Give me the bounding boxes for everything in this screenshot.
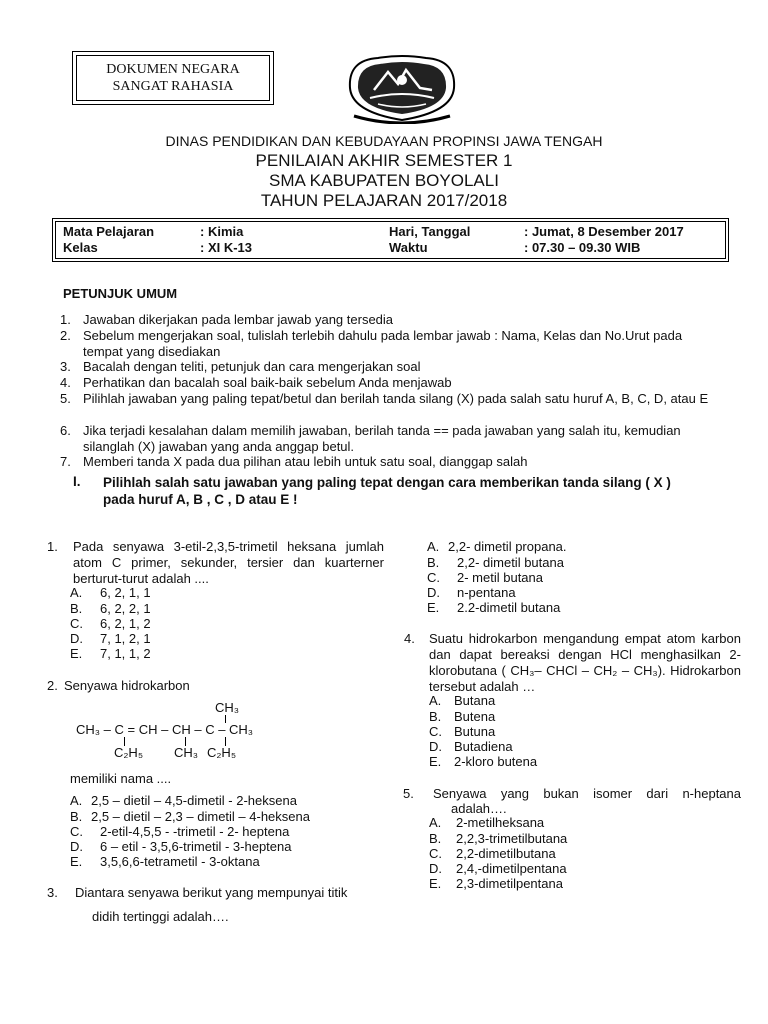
option-text: 7, 1, 2, 1 [100, 631, 151, 646]
option-text: 2,2- dimetil butana [457, 555, 564, 570]
option-letter: D. [429, 739, 442, 754]
option-text: Butena [454, 709, 496, 724]
option-text: 2-etil-4,5,5 - -trimetil - 2- heptena [100, 824, 290, 839]
exam-title [0, 151, 768, 211]
list-item-number: 2. [60, 328, 71, 343]
date-label: Hari, Tanggal [389, 224, 471, 239]
option-b[interactable] [429, 709, 496, 725]
question-2-stem-end: memiliki nama .... [70, 771, 172, 786]
time-value: : 07.30 – 09.30 WIB [524, 240, 641, 255]
question-3-text-line-2: didih tertinggi adalah…. [92, 909, 229, 924]
subject-label: Mata Pelajaran [63, 224, 155, 239]
option-e[interactable] [429, 876, 563, 892]
list-item-text: Pilihlah jawaban yang paling tepat/betul dan berilah tanda silang (X) pada salah satu huruf A, B, C, D, atau E [83, 391, 709, 406]
exam-title-line-3: TAHUN PELAJARAN 2017/2018 [260, 191, 508, 210]
option-b[interactable] [70, 809, 310, 825]
option-letter: C. [70, 824, 83, 839]
option-letter: C. [429, 846, 442, 861]
list-item-number: 3. [60, 359, 71, 374]
list-item-number: 4. [60, 375, 71, 390]
option-letter: A. [70, 585, 83, 600]
list-item-number: 7. [60, 454, 71, 469]
option-a[interactable] [427, 539, 567, 555]
option-letter: E. [427, 600, 440, 615]
stamp-line-2: SANGAT RAHASIA [112, 79, 234, 94]
option-d[interactable] [429, 739, 513, 755]
exam-title-line-1: PENILAIAN AKHIR SEMESTER 1 [255, 151, 513, 170]
option-text: 6 – etil - 3,5,6-trimetil - 3-heptena [100, 839, 292, 854]
option-letter: E. [70, 646, 83, 661]
formula-substituent: C₂H₅ [114, 745, 144, 760]
class-value: : XI K-13 [200, 240, 253, 255]
question-2-text: Senyawa hidrokarbon [64, 678, 190, 693]
option-letter: E. [429, 754, 442, 769]
option-a[interactable] [70, 585, 151, 601]
option-letter: A. [429, 815, 442, 830]
option-text: 2,5 – dietil – 2,3 – dimetil – 4-heksena [91, 809, 310, 824]
option-b[interactable] [429, 831, 568, 847]
option-a[interactable] [70, 793, 297, 809]
question-5-text-line-2: adalah…. [451, 801, 507, 816]
stamp-line-1: DOKUMEN NEGARA [106, 62, 240, 77]
option-text: 2,2-dimetilbutana [456, 846, 556, 861]
option-d[interactable] [70, 631, 151, 647]
option-letter: A. [70, 793, 83, 808]
option-letter: B. [70, 809, 83, 824]
question-1-number: 1. [47, 539, 58, 554]
question-3-number: 3. [47, 885, 58, 900]
option-letter: C. [429, 724, 442, 739]
option-text: n-pentana [457, 585, 516, 600]
list-item-number: 5. [60, 391, 71, 406]
option-a[interactable] [429, 815, 545, 831]
option-text: 6, 2, 1, 2 [100, 616, 151, 631]
option-letter: D. [70, 631, 83, 646]
option-letter: B. [427, 555, 440, 570]
question-1-text: Pada senyawa 3-etil-2,3,5-trimetil heksana jumlah atom C primer, sekunder, tersier dan kuarterner berturut-turut adalah .... [73, 539, 384, 586]
list-item-number: 6. [60, 423, 71, 438]
list-item-number: 1. [60, 312, 71, 327]
question-3-text-line-1: Diantara senyawa berikut yang mempunyai titik [75, 885, 348, 900]
formula-main-chain: CH₃ – C = CH – CH – C – CH₃ [76, 722, 254, 737]
option-letter: C. [70, 616, 83, 631]
list-item-text: Jawaban dikerjakan pada lembar jawab yang tersedia [83, 312, 394, 327]
time-label: Waktu [389, 240, 428, 255]
option-c[interactable] [429, 846, 556, 862]
option-text: Butadiena [454, 739, 513, 754]
option-c[interactable] [429, 724, 496, 740]
class-label: Kelas [63, 240, 98, 255]
subject-value: : Kimia [200, 224, 244, 239]
list-item-text: Sebelum mengerjakan soal, tulislah terlebih dahulu pada lembar jawab : Nama, Kelas dan No.Urut pada tempat yang disediakan [83, 328, 683, 359]
option-e[interactable] [427, 600, 561, 616]
option-text: Butana [454, 693, 496, 708]
formula-substituent: CH₃ [174, 745, 199, 760]
option-text: 2,3-dimetilpentana [456, 876, 563, 891]
list-item-text: Memberi tanda X pada dua pilihan atau lebih untuk satu soal, dianggap salah [83, 454, 528, 469]
option-letter: D. [70, 839, 83, 854]
option-b[interactable] [427, 555, 564, 571]
option-text: 3,5,6,6-tetrametil - 3-oktana [100, 854, 260, 869]
option-text: 2-kloro butena [454, 754, 538, 769]
question-2-number: 2. [47, 678, 58, 693]
option-text: 6, 2, 2, 1 [100, 601, 151, 616]
option-c[interactable] [70, 616, 151, 632]
option-e[interactable] [70, 646, 151, 662]
option-text: 2- metil butana [457, 570, 543, 585]
instructions-heading: PETUNJUK UMUM [63, 286, 178, 301]
formula-top-group: CH₃ [215, 700, 240, 715]
option-text: 7, 1, 1, 2 [100, 646, 151, 661]
option-c[interactable] [70, 824, 290, 840]
option-text: 2,4,-dimetilpentana [456, 861, 567, 876]
option-text: 2-metilheksana [456, 815, 545, 830]
option-b[interactable] [70, 601, 151, 617]
option-e[interactable] [429, 754, 538, 770]
option-text: 2,5 – dietil – 4,5-dimetil - 2-heksena [91, 793, 297, 808]
question-5-number: 5. [403, 786, 414, 801]
option-d[interactable] [427, 585, 516, 601]
option-text: 6, 2, 1, 1 [100, 585, 151, 600]
list-item-text: Perhatikan dan bacalah soal baik-baik sebelum Anda menjawab [83, 375, 452, 390]
option-letter: A. [427, 539, 440, 554]
question-4-number: 4. [404, 631, 415, 646]
option-letter: A. [429, 693, 442, 708]
exam-info-box [55, 221, 726, 259]
option-letter: B. [429, 831, 442, 846]
province-emblem-icon [340, 50, 464, 124]
option-letter: E. [429, 876, 442, 891]
option-letter: E. [70, 854, 83, 869]
option-letter: B. [429, 709, 442, 724]
option-letter: D. [427, 585, 440, 600]
list-item-text: Jika terjadi kesalahan dalam memilih jawaban, berilah tanda == pada jawaban yang salah itu, kemudian silanglah (X) jawaban yang anda anggap betul. [83, 423, 681, 454]
section-number: I. [73, 474, 81, 489]
exam-title-line-2: SMA KABUPATEN BOYOLALI [269, 171, 499, 190]
option-c[interactable] [427, 570, 543, 586]
formula-substituent: C₂H₅ [207, 745, 237, 760]
option-a[interactable] [429, 693, 496, 709]
question-4-text: Suatu hidrokarbon mengandung empat atom karbon dan dapat bereaksi dengan HCl menghasilkan 2-klorobutana ( CH₃– CHCl – CH₂ – CH₃). Hidrokarbon tersebut adalah … [429, 631, 741, 694]
option-d[interactable] [70, 839, 292, 855]
agency-name: DINAS PENDIDIKAN DAN KEBUDAYAAN PROPINSI JAWA TENGAH [165, 133, 603, 149]
classification-stamp [76, 55, 270, 101]
option-e[interactable] [70, 854, 260, 870]
option-text: Butuna [454, 724, 496, 739]
option-letter: B. [70, 601, 83, 616]
date-value: : Jumat, 8 Desember 2017 [524, 224, 684, 239]
option-text: 2.2-dimetil butana [457, 600, 561, 615]
option-d[interactable] [429, 861, 567, 877]
list-item-text: Bacalah dengan teliti, petunjuk dan cara mengerjakan soal [83, 359, 421, 374]
structural-formula [76, 700, 296, 764]
section-instruction: Pilihlah salah satu jawaban yang paling tepat dengan cara memberikan tanda silang ( X ) pada huruf A, B , C , D atau E ! [103, 475, 671, 507]
option-letter: D. [429, 861, 442, 876]
question-5-text-line-1: Senyawa yang bukan isomer dari n-heptana [433, 786, 741, 801]
option-text: 2,2- dimetil propana. [448, 539, 567, 554]
option-letter: C. [427, 570, 440, 585]
option-text: 2,2,3-trimetilbutana [456, 831, 568, 846]
